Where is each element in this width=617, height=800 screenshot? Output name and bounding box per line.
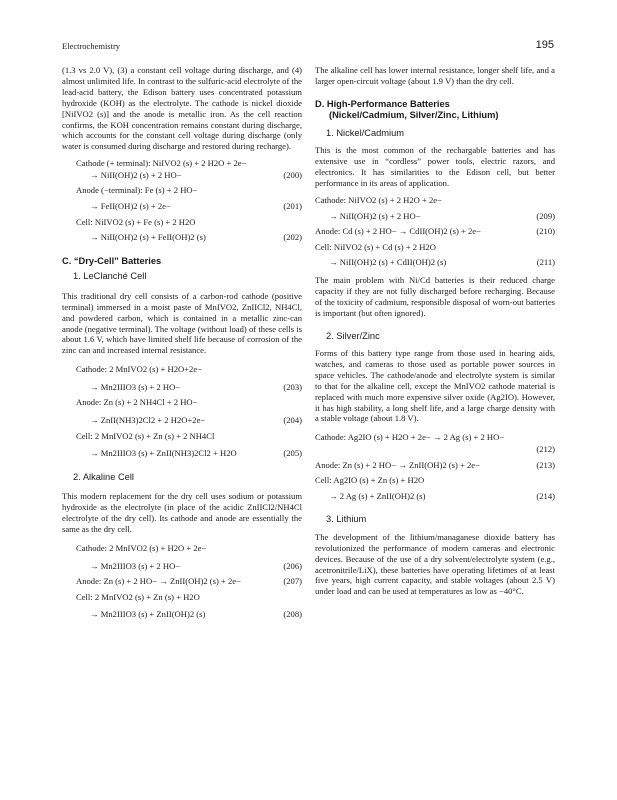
equation-text: Anode: Zn (s) + 2 HO− → ZnII(OH)2 (s) + 2e− <box>315 459 480 470</box>
equation-text: Anode: Zn (s) + 2 HO− → ZnII(OH)2 (s) + 2e− <box>76 576 241 587</box>
paragraph: The alkaline cell has lower internal resistance, longer shelf life, and a larger open-circuit voltage (about 1.9 V) than the dry cell. <box>315 65 555 86</box>
subsection-heading: 3. Lithium <box>326 514 367 525</box>
equation-line <box>315 226 555 238</box>
equation-line <box>315 257 555 269</box>
equation-line <box>62 576 302 588</box>
equation-number: (201) <box>283 201 302 212</box>
equation-line: Anode: Zn (s) + 2 NH4Cl + 2 HO− <box>76 397 198 408</box>
equation-number: (212) <box>536 443 555 454</box>
equation-line <box>315 491 555 503</box>
equation-line: Cell: Ag2IO (s) + Zn (s) + H2O <box>315 475 425 486</box>
subsection-heading: 2. Silver/Zinc <box>326 330 380 341</box>
left-column <box>62 65 302 621</box>
paragraph: The development of the lithium/managanese dioxide battery has revolutionized the performance of modern cameras and electronic devices. Because of the use of a dry solvent/electrolyte system (e.g., acetronitrile/LiX), these batteries have operating lifetimes of at least five years, high current capacity, and stable voltages (about 2.5 V) under load and can be used at temperatures as low as −40°C. <box>315 531 555 597</box>
paragraph: The main problem with Ni/Cd batteries is their reduced charge capacity if they are not fully discharged before recharging. Because of the toxicity of cadmium, responsible disposal of worn-out batteries is important (but often ignored). <box>315 274 555 318</box>
equation-line <box>315 444 555 456</box>
equation-number: (207) <box>283 576 302 587</box>
equation-text: → ZnII(NH3)2Cl2 + 2 H2O+2e− <box>90 415 206 426</box>
equation-text: → Mn2IIIO3 (s) + ZnII(NH3)2Cl2 + H2O <box>90 448 237 459</box>
page-number: 195 <box>535 39 554 51</box>
equation-line <box>62 609 302 621</box>
equation-line: Cell: 2 MnIVO2 (s) + Zn (s) + 2 NH4Cl <box>76 430 215 441</box>
section-heading: C. “Dry-Cell” Batteries <box>62 255 162 266</box>
equation-line: Cathode: NiIVO2 (s) + 2 H2O + 2e− <box>315 194 442 205</box>
equation-text: → NiII(OH)2 (s) + CdII(OH)2 (s) <box>329 257 447 268</box>
equation-number: (209) <box>536 210 555 221</box>
running-head-section: Electrochemistry <box>62 41 121 51</box>
paragraph: This modern replacement for the dry cell uses sodium or potassium hydroxide as the electrolyte (in place of the acidic ZnIICl2/NH4Cl electrolyte of the dry cell). Its cathode and anode are essentially the same as the dry cell. <box>62 491 302 535</box>
equation-text: → Mn2IIIO3 (s) + 2 HO− <box>90 381 181 392</box>
equation-line <box>62 415 302 427</box>
equation-line <box>315 211 555 223</box>
equation-line <box>62 232 302 244</box>
equation-text: → Mn2IIIO3 (s) + 2 HO− <box>90 560 181 571</box>
equation-line <box>62 448 302 460</box>
running-head <box>62 39 554 53</box>
section-heading: D. High-Performance Batteries <box>315 98 450 109</box>
equation-number: (203) <box>283 381 302 392</box>
equation-line: Anode (−terminal): Fe (s) + 2 HO− <box>76 185 198 196</box>
equation-line <box>62 201 302 213</box>
equation-text: → 2 Ag (s) + ZnII(OH)2 (s) <box>329 490 426 501</box>
paragraph: Forms of this battery type range from those used in hearing aids, watches, and cameras to those used as portable power sources in space vehicles. The cathode/anode and electrolyte system is similar to that for the alkaline cell, except the MnIVO2 cathode material is replaced with much more expensive silver oxide (Ag2IO). However, it has high stability, a long shelf life, and a large charge density with a stable voltage (about 1.8 V). <box>315 348 555 424</box>
equation-number: (204) <box>283 415 302 426</box>
paragraph: This traditional dry cell consists of a carbon-rod cathode (positive terminal) immersed in a moist paste of MnIVO2, ZnIICl2, NH4Cl, and powdered carbon, which is contained in a metallic zinc-can anode (negative terminal). The voltage (without load) of these cells is about 1.6 V, which have limited shelf life because of corrosion of the zinc can and increased internal resistance. <box>62 290 302 356</box>
equation-line <box>62 382 302 394</box>
equation-number: (210) <box>536 226 555 237</box>
equation-number: (214) <box>536 490 555 501</box>
equation-line: Cathode (+ terminal): NiIVO2 (s) + 2 H2O + 2e− <box>76 158 247 169</box>
equation-line <box>62 170 302 182</box>
right-column <box>315 65 555 597</box>
equation-text: → NiII(OH)2 (s) + 2 HO− <box>329 210 421 221</box>
equation-text: → Mn2IIIO3 (s) + ZnII(OH)2 (s) <box>90 609 206 620</box>
paragraph: (1.3 vs 2.0 V), (3) a constant cell voltage during discharge, and (4) almost unlimited life. In contrast to the sulfuric-acid electrolyte of the lead-acid battery, the Edison battery uses concentrated potassium hydroxide (KOH) as the electrolyte. The cathode is nickel dioxide [NiIVO2 (s)] and the anode is metallic iron. As the cell reaction confirms, the KOH concentration remains constant during discharge, which accounts for the constant cell voltage during discharge (only water is consumed during discharge and restored during recharge). <box>62 65 302 152</box>
equation-line: Cell: 2 MnIVO2 (s) + Zn (s) + H2O <box>76 591 200 602</box>
section-heading-continued: (Nickel/Cadmium, Silver/Zinc, Lithium) <box>329 110 499 121</box>
equation-text: Anode: Cd (s) + 2 HO− → CdII(OH)2 (s) + 2e− <box>315 226 481 237</box>
paragraph: This is the most common of the rechargable batteries and has extensive use in “cordless” power tools, electric razors, and electronics. It has similarities to the Edison cell, but better performance in its areas of application. <box>315 145 555 189</box>
subsection-heading: 2. Alkaline Cell <box>73 471 134 482</box>
equation-number: (211) <box>536 257 555 268</box>
equation-number: (200) <box>283 169 302 180</box>
equation-text: → FeII(OH)2 (s) + 2e− <box>90 201 171 212</box>
subsection-heading: 1. LeClanché Cell <box>73 271 147 282</box>
equation-number: (208) <box>283 609 302 620</box>
equation-line: Cathode: 2 MnIVO2 (s) + H2O+2e− <box>76 364 203 375</box>
equation-number: (206) <box>283 560 302 571</box>
equation-text: → NiII(OH)2 (s) + 2 HO− <box>90 169 182 180</box>
equation-number: (213) <box>536 459 555 470</box>
equation-text: → NiII(OH)2 (s) + FeII(OH)2 (s) <box>90 232 206 243</box>
equation-number: (202) <box>283 232 302 243</box>
equation-line: Cell: NiIVO2 (s) + Cd (s) + 2 H2O <box>315 241 436 252</box>
equation-line <box>62 561 302 573</box>
equation-line: Cathode: Ag2IO (s) + H2O + 2e− → 2 Ag (s) + 2 HO− <box>315 432 505 443</box>
equation-line: Cell: NiIVO2 (s) + Fe (s) + 2 H2O <box>76 216 196 227</box>
equation-line <box>315 460 555 472</box>
equation-number: (205) <box>283 448 302 459</box>
subsection-heading: 1. Nickel/Cadmium <box>326 127 405 138</box>
equation-line: Cathode: 2 MnIVO2 (s) + H2O + 2e− <box>76 542 207 553</box>
